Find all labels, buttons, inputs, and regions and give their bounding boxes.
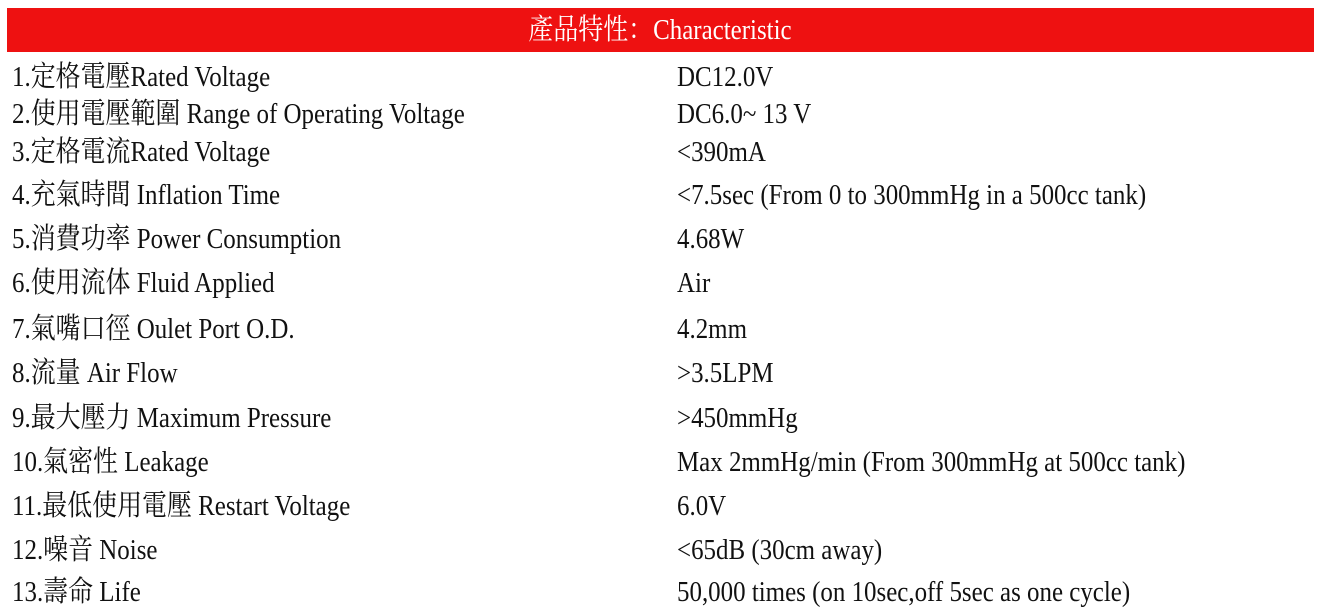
spec-value: DC6.0~ 13 V [677,98,812,130]
spec-row [0,94,1321,134]
spec-row [0,572,1321,612]
spec-label: 7.氣嘴口徑 Oulet Port O.D. [12,313,295,345]
spec-row [0,263,1321,303]
spec-row [0,309,1321,349]
spec-label: 10.氣密性 Leakage [12,446,209,478]
spec-row [0,398,1321,438]
spec-row [0,486,1321,526]
spec-row [0,57,1321,97]
spec-value: <7.5sec (From 0 to 300mmHg in a 500cc tank) [677,179,1147,211]
spec-value: Max 2mmHg/min (From 300mmHg at 500cc tank) [677,446,1186,478]
spec-label: 1.定格電壓Rated Voltage [12,61,271,93]
spec-label: 8.流量 Air Flow [12,357,178,389]
spec-label: 4.充氣時間 Inflation Time [12,179,281,211]
spec-value: DC12.0V [677,61,774,93]
spec-row [0,353,1321,393]
spec-label: 9.最大壓力 Maximum Pressure [12,402,332,434]
spec-label: 2.使用電壓範圍 Range of Operating Voltage [12,98,465,130]
spec-row [0,530,1321,570]
spec-row [0,175,1321,215]
spec-label: 6.使用流体 Fluid Applied [12,267,275,299]
spec-value: 50,000 times (on 10sec,off 5sec as one cycle) [677,576,1131,608]
spec-value: 4.68W [677,223,745,255]
spec-value: 4.2mm [677,313,747,345]
spec-label: 3.定格電流Rated Voltage [12,136,271,168]
spec-value: <65dB (30cm away) [677,534,883,566]
spec-row [0,132,1321,172]
spec-value: Air [677,267,711,299]
spec-label: 13.壽命 Life [12,576,141,608]
spec-label: 12.噪音 Noise [12,534,158,566]
spec-value: >450mmHg [677,402,798,434]
spec-value: 6.0V [677,490,727,522]
spec-row [0,219,1321,259]
spec-row [0,442,1321,482]
spec-value: >3.5LPM [677,357,774,389]
spec-label: 5.消費功率 Power Consumption [12,223,342,255]
page-title: 產品特性：Characteristic [528,14,793,46]
spec-value: <390mA [677,136,766,168]
spec-label: 11.最低使用電壓 Restart Voltage [12,490,351,522]
